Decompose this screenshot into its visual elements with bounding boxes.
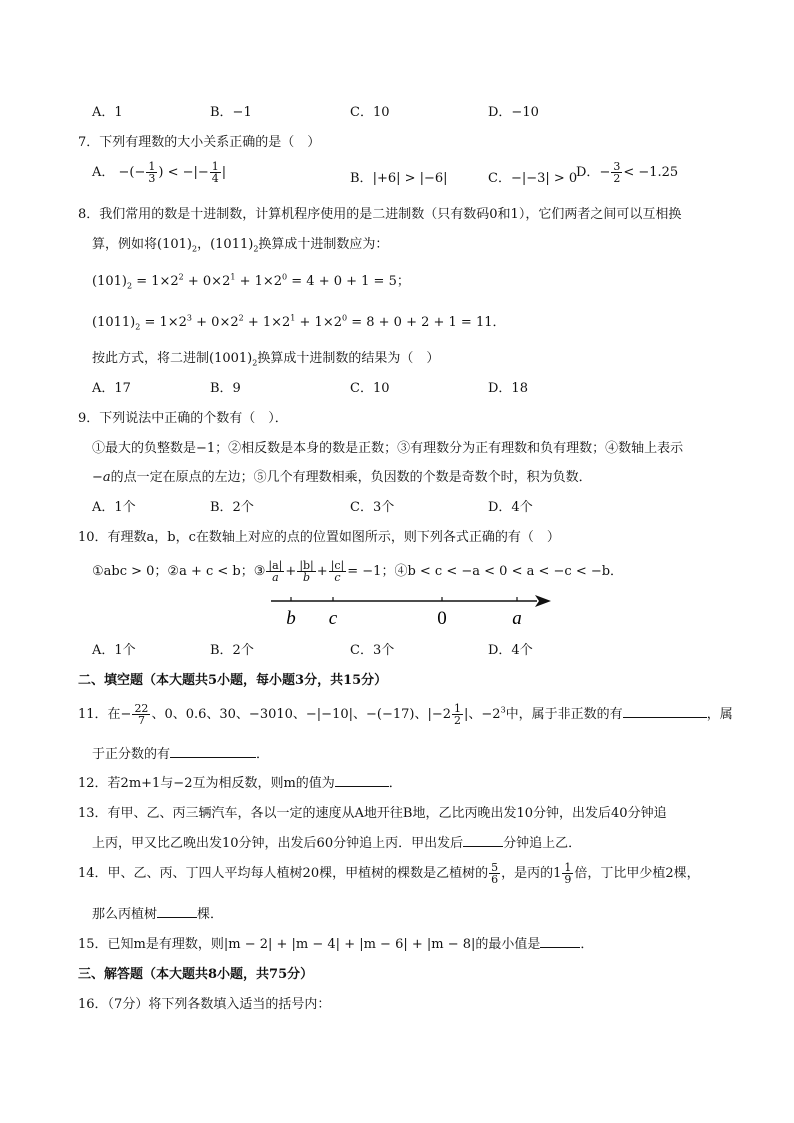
q8-stem-line1: 8．我们常用的数是十进制数，计算机程序使用的是二进制数（只有数码0和1），它们两者之间可以互相换 (78, 207, 682, 222)
q9-line2-text: 的点一定在原点的左边；⑤几个有理数相乘，负因数的个数是奇数个时，积为负数． (110, 470, 592, 485)
q14-frac1 (489, 862, 500, 885)
q6-option-b: B．−1 (210, 105, 252, 120)
q11-line2 (92, 743, 269, 762)
q14-frac2 (562, 862, 573, 885)
section-2-heading: 二、填空题（本大题共5小题，每小题3分，共15分） (78, 673, 388, 688)
q7-option-d: D．− $\frac{3}{2}$ < −1.25 (576, 160, 679, 185)
q8-stem2-a: 算，例如将 (92, 237, 158, 252)
q7-option-b-expr: |+6| > |−6| (372, 171, 448, 186)
q11-line1: 11．在− $\frac{22}{7}$ 、0、0.6、30、−3010、−|−10|、−(−17)、|−2 $\frac{1}{2}$ |、$-2^3$中，属于非正数的有 ，属 (78, 702, 733, 727)
q8-question (92, 347, 439, 368)
q12-end: ． (388, 776, 402, 791)
q14-b: ，是丙的1 (501, 866, 562, 881)
q8-equation-2: $(1011)_2 = 1\times 2^3 + 0\times 2^2 + 1\times 2^1 + 1\times 2^0 = 8 + 0 + 2 + 1 = 11$． (92, 313, 506, 332)
q11-c: 、−2 (468, 707, 501, 722)
q8-sub1: 2 (191, 244, 198, 254)
q8-option-c: C．10 (350, 381, 390, 396)
q14-line1 (78, 862, 700, 885)
q13-line1: 13．有甲、乙、丙三辆汽车，各以一定的速度从A地开往B地，乙比丙晚出发10分钟，出发后40分钟追 (78, 806, 667, 821)
q11-frac (132, 703, 150, 726)
q9-statements-line2 (92, 466, 592, 485)
q9-option-d: D．4个 (488, 500, 533, 515)
q16-stem: 16．（7分）将下列各数填入适当的括号内： (78, 997, 331, 1012)
q8-stem-line2 (92, 233, 388, 254)
q10-frac-c: $\frac{|c|}{c}$ (330, 559, 345, 584)
q14-line2-a: 那么丙植树 (92, 907, 158, 922)
q10-number-line (265, 588, 555, 632)
q13-line2-b: 分钟追上乙． (503, 836, 582, 851)
q9-statements-line1: ①最大的负整数是−1；②相反数是本身的数是正数；③有理数分为正有理数和负有理数；④数轴上表示 (92, 441, 684, 456)
q8-stem2-b: ， (197, 237, 211, 252)
q10-s1: ①abc > 0；②a + c < b；③ (92, 564, 266, 579)
q7-option-c (488, 167, 577, 186)
q8-option-b: B．9 (210, 381, 241, 396)
q10-option-d: D．4个 (488, 643, 533, 658)
q8-ask-b: 换算成十进制数的结果为（ ） (257, 351, 440, 366)
q11-answer-blank-2[interactable] (170, 744, 256, 758)
q11-answer-blank-1[interactable] (623, 704, 707, 718)
q8-eq1-tail: = 4 + 0 + 1 = 5； (291, 274, 410, 289)
q9-stem: 9．下列说法中正确的个数有（ ）． (78, 411, 288, 426)
q6-option-c: C．10 (350, 105, 390, 120)
q7-a-frac2: $\frac{1}{4}$ (211, 160, 219, 185)
q7-option-d-label: D． (576, 165, 600, 180)
q8-eq1-sub: 2 (126, 281, 133, 291)
q11-frac-d: 7 (137, 714, 145, 727)
q7-option-d-tail: < −1.25 (623, 165, 679, 180)
q14-answer-blank[interactable] (157, 904, 197, 918)
q14-line2 (92, 903, 223, 922)
label-0: 0 (437, 608, 447, 629)
q10-stem: 10．有理数a，b，c在数轴上对应的点的位置如图所示，则下列各式正确的有（ ） (78, 530, 560, 545)
q10-s3-tail: = −1；④b < c < −a < 0 < a < −c < −b． (347, 564, 624, 579)
q14-a: 14．甲、乙、丙、丁四人平均每人植树20棵，甲植树的棵数是乙植树的 (78, 866, 489, 881)
q13-line2-a: 上丙，甲又比乙晚出发10分钟，出发后60分钟追上丙．甲出发后 (92, 836, 464, 851)
q9-option-c: C．3个 (350, 500, 395, 515)
label-b: b (286, 608, 296, 629)
q9-var: −a (92, 470, 111, 485)
q11-line2-end: ． (256, 747, 270, 762)
q14-f1n: 5 (491, 861, 499, 874)
q15-text: 15．已知m是有理数，则|m − 2| + |m − 4| + |m − 6| + |m − 8|的最小值是 (78, 937, 541, 952)
q15 (78, 933, 593, 952)
q6-option-d: D．−10 (488, 105, 539, 120)
q10-frac-a: $\frac{|a|}{a}$ (268, 559, 283, 584)
q7-option-a-label: A． (92, 165, 115, 180)
q12-text: 12．若2m+1与−2互为相反数，则m的值为 (78, 776, 335, 791)
q11-frac-n: 22 (134, 702, 149, 715)
q9-option-a: A．1个 (92, 500, 136, 515)
q10-frac-b: $\frac{|b|}{b}$ (299, 559, 314, 584)
q8-eq2-bin: (1011) (92, 315, 136, 330)
q10-option-a: A．1个 (92, 643, 136, 658)
q10-statements: ①abc > 0；②a + c < b；③ $\frac{|a|}{a}$ + $\frac{|b|}{b}$ + $\frac{|c|}{c}$ = −1；④b < c < −a < 0 < a < −c < −b． (92, 559, 624, 584)
q14-c: 倍，丁比甲少植2棵， (574, 866, 700, 881)
q15-end: ． (580, 937, 594, 952)
q8-eq2-sub: 2 (135, 322, 141, 332)
q8-eq2-tail: = 8 + 0 + 2 + 1 = 11． (351, 315, 506, 330)
q7-option-b-label: B． (350, 171, 373, 186)
q8-option-d: D．18 (488, 381, 528, 396)
q6-option-a: A．1 (92, 105, 123, 120)
q7-option-c-label: C． (488, 171, 511, 186)
q11-d: 中，属于非正数的有 (505, 707, 623, 722)
q12 (78, 772, 402, 791)
section-3-heading: 三、解答题（本大题共8小题，共75分） (78, 967, 314, 982)
q7-a-frac1: $\frac{1}{3}$ (148, 160, 156, 185)
q13-line2 (92, 832, 581, 851)
q10-option-b: B．2个 (210, 643, 254, 658)
q14-line2-b: 棵． (197, 907, 224, 922)
q9-option-b: B．2个 (210, 500, 254, 515)
q14-f2n: 1 (564, 861, 572, 874)
q11-line2-text: 于正分数的有 (92, 747, 171, 762)
q11-b: 、0、0.6、30、−3010、−|−10|、−(−17)、 (151, 707, 428, 722)
q15-answer-blank[interactable] (540, 934, 580, 948)
q12-answer-blank[interactable] (335, 773, 389, 787)
q8-option-a: A．17 (92, 381, 131, 396)
q8-equation-1: $(101)_2 = 1\times 2^2 + 0\times 2^1 + 1\times 2^0 = 4 + 0 + 1 = 5$； (92, 272, 410, 291)
q8-stem2-c: 换算成十进制数应为： (258, 237, 389, 252)
q8-sub2: 2 (253, 244, 259, 254)
q8-bin2: (1011) (210, 237, 254, 252)
q11-a: 11．在− (78, 707, 132, 722)
label-a: a (512, 608, 522, 629)
q8-ask-sub: 2 (252, 358, 258, 368)
q11-e: ，属 (706, 707, 733, 722)
number-line-arrow (535, 595, 551, 607)
q14-f1d: 6 (491, 873, 499, 886)
q11-mixed-frac: $\frac{1}{2}$ (454, 702, 462, 727)
q10-option-c: C．3个 (350, 643, 395, 658)
q14-f2d: 9 (564, 873, 572, 886)
q7-d-frac: $\frac{3}{2}$ (613, 160, 621, 185)
q7-stem: 7．下列有理数的大小关系正确的是（ ） (78, 135, 321, 150)
q7-option-b (350, 167, 448, 186)
q13-answer-blank[interactable] (463, 833, 503, 847)
q8-ask-bin: (1001) (209, 351, 253, 366)
q7-option-c-expr: −|−3| > 0 (510, 171, 578, 186)
q8-bin1: (101) (157, 237, 192, 252)
q8-ask-a: 按此方式，将二进制 (92, 351, 210, 366)
q7-option-a: A． −(− $\frac{1}{3}$ ) < −|− $\frac{1}{4}$ | (92, 160, 227, 185)
label-c: c (328, 608, 338, 629)
q8-eq1-bin: (101) (92, 274, 127, 289)
